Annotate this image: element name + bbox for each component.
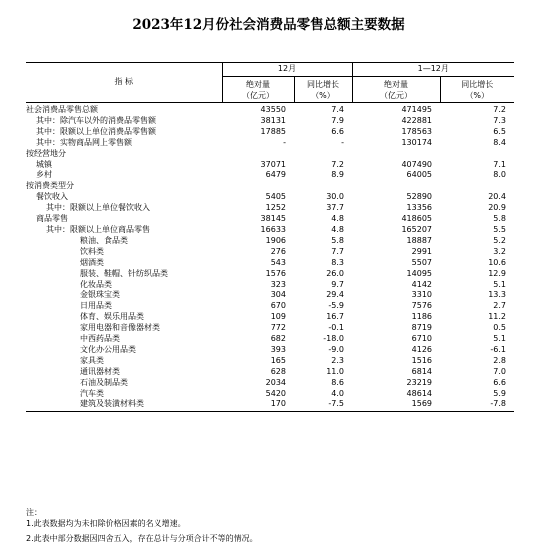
row-label: 金银珠宝类 bbox=[80, 290, 120, 300]
ytd-abs-value: 8719 bbox=[411, 323, 432, 333]
ytd-abs-value: 23219 bbox=[406, 377, 432, 387]
table-row bbox=[26, 181, 514, 192]
table-row bbox=[26, 345, 514, 356]
month-yoy-value: 8.9 bbox=[331, 170, 344, 180]
ytd-abs-value bbox=[352, 181, 440, 192]
yoy-label: 同比增长 bbox=[461, 79, 494, 89]
row-label: 商品零售 bbox=[36, 214, 68, 224]
table-row bbox=[26, 170, 514, 181]
row-label: 社会消费品零售总额 bbox=[26, 105, 98, 114]
ytd-abs-value: 165207 bbox=[401, 224, 432, 234]
ytd-yoy-value bbox=[440, 181, 514, 192]
row-label: 按消费类型分 bbox=[26, 181, 74, 191]
ytd-group-header: 1—12月 bbox=[352, 63, 514, 77]
row-label: 服装、鞋帽、针纺织品类 bbox=[80, 268, 168, 278]
ytd-abs-value: 48614 bbox=[406, 388, 432, 398]
month-abs-value: 393 bbox=[270, 344, 286, 354]
month-yoy-value: 2.3 bbox=[331, 355, 344, 365]
ytd-abs-value: 422881 bbox=[401, 115, 432, 125]
month-abs-value: 772 bbox=[270, 323, 286, 333]
ytd-abs-value: 418605 bbox=[401, 214, 432, 224]
ytd-abs-value: 5507 bbox=[411, 257, 432, 267]
table-row bbox=[26, 269, 514, 280]
month-abs-value: 1252 bbox=[265, 203, 286, 213]
month-abs-value: 109 bbox=[270, 312, 286, 322]
table-row bbox=[26, 280, 514, 291]
ytd-yoy-value: 7.3 bbox=[493, 115, 506, 125]
ytd-yoy-value: 10.6 bbox=[488, 257, 506, 267]
ytd-abs-value: 471495 bbox=[401, 105, 432, 114]
table-row bbox=[26, 389, 514, 400]
row-label: 其中：限额以上单位商品零售 bbox=[46, 224, 150, 234]
table-row bbox=[26, 258, 514, 269]
ytd-yoy-value: 3.2 bbox=[493, 246, 506, 256]
ytd-abs-value: 1569 bbox=[352, 399, 440, 411]
yoy-label: 同比增长 bbox=[307, 79, 339, 89]
month-yoy-value: 7.4 bbox=[331, 105, 344, 114]
table-row bbox=[26, 149, 514, 160]
ytd-yoy-value: 5.1 bbox=[493, 279, 506, 289]
ytd-yoy-value: 5.8 bbox=[493, 214, 506, 224]
row-label: 烟酒类 bbox=[80, 257, 104, 267]
month-yoy-value: 4.8 bbox=[331, 224, 344, 234]
month-yoy-value: 11.0 bbox=[326, 366, 344, 376]
month-abs-value: 304 bbox=[270, 290, 286, 300]
table-row bbox=[26, 138, 514, 149]
month-yoy-value: 8.3 bbox=[331, 257, 344, 267]
month-yoy-value: 30.0 bbox=[326, 192, 344, 202]
ytd-abs-value: 64005 bbox=[406, 170, 432, 180]
month-abs-value: 2034 bbox=[265, 377, 286, 387]
row-label: 其中：实物商品网上零售额 bbox=[36, 137, 132, 147]
month-yoy-value: 9.7 bbox=[331, 279, 344, 289]
month-yoy-header bbox=[294, 77, 352, 103]
ytd-yoy-value: 5.1 bbox=[493, 334, 506, 344]
table-row bbox=[26, 356, 514, 367]
ytd-yoy-value: 6.5 bbox=[493, 126, 506, 136]
table-row bbox=[26, 323, 514, 334]
ytd-abs-header bbox=[352, 77, 440, 103]
month-abs-value: 1576 bbox=[265, 268, 286, 278]
month-yoy-value: 8.6 bbox=[331, 377, 344, 387]
ytd-abs-value: 178563 bbox=[401, 126, 432, 136]
abs-label: 绝对量 bbox=[384, 79, 408, 89]
month-yoy-value: - bbox=[341, 137, 344, 147]
month-abs-value: 5420 bbox=[265, 388, 286, 398]
month-abs-value: 5405 bbox=[265, 192, 286, 202]
ytd-yoy-value: 20.4 bbox=[488, 192, 506, 202]
table-row bbox=[26, 116, 514, 127]
note-1: 1.此表数据均为未扣除价格因素的名义增速。 bbox=[26, 518, 186, 528]
table-row bbox=[26, 203, 514, 214]
indicator-header: 指 标 bbox=[26, 63, 222, 103]
month-abs-value: 628 bbox=[270, 366, 286, 376]
page-title: 2023年12月份社会消费品零售总额主要数据 bbox=[132, 17, 405, 33]
note-2: 2.此表中部分数据因四舍五入，存在总计与分项合计不等的情况。 bbox=[26, 534, 258, 543]
month-abs-value: 323 bbox=[270, 279, 286, 289]
table-row bbox=[26, 334, 514, 345]
retail-sales-table bbox=[26, 62, 514, 412]
row-label: 饮料类 bbox=[80, 246, 104, 256]
month-abs-value: 670 bbox=[270, 301, 286, 311]
ytd-abs-value: 1516 bbox=[411, 355, 432, 365]
ytd-abs-value: 4126 bbox=[411, 344, 432, 354]
ytd-yoy-value: 7.1 bbox=[493, 159, 506, 169]
footnotes bbox=[26, 505, 258, 547]
abs-label: 绝对量 bbox=[246, 79, 270, 89]
month-yoy-value: 4.8 bbox=[331, 214, 344, 224]
abs-unit: （亿元） bbox=[380, 90, 412, 100]
month-abs-value: 170 bbox=[222, 399, 294, 411]
ytd-abs-value: 6814 bbox=[411, 366, 432, 376]
month-yoy-value: 26.0 bbox=[326, 268, 344, 278]
month-yoy-value: 7.7 bbox=[331, 246, 344, 256]
month-abs-value: 38145 bbox=[260, 214, 286, 224]
month-abs-value: 682 bbox=[270, 334, 286, 344]
month-yoy-value: 4.0 bbox=[331, 388, 344, 398]
ytd-yoy-value: 8.4 bbox=[493, 137, 506, 147]
row-label: 汽车类 bbox=[80, 388, 104, 398]
table-row bbox=[26, 127, 514, 138]
ytd-yoy-value: 2.8 bbox=[493, 355, 506, 365]
month-yoy-value: -18.0 bbox=[323, 334, 344, 344]
table-row bbox=[26, 301, 514, 312]
month-yoy-value bbox=[294, 149, 352, 160]
table-row bbox=[26, 236, 514, 247]
table-row bbox=[26, 312, 514, 323]
ytd-yoy-value: 6.6 bbox=[493, 377, 506, 387]
row-label: 粮油、食品类 bbox=[80, 235, 128, 245]
ytd-yoy-value bbox=[440, 149, 514, 160]
ytd-abs-value: 2991 bbox=[411, 246, 432, 256]
row-label: 乡村 bbox=[36, 170, 52, 180]
table-row bbox=[26, 367, 514, 378]
month-yoy-value: -7.5 bbox=[294, 399, 352, 411]
month-abs-value bbox=[222, 181, 294, 192]
month-abs-header bbox=[222, 77, 294, 103]
month-yoy-value: 5.8 bbox=[331, 235, 344, 245]
ytd-yoy-value: 7.0 bbox=[493, 366, 506, 376]
row-label: 其中：除汽车以外的消费品零售额 bbox=[36, 115, 156, 125]
month-abs-value: 17885 bbox=[260, 126, 286, 136]
row-label: 通讯器材类 bbox=[80, 366, 120, 376]
table-row bbox=[26, 192, 514, 203]
month-yoy-value: -5.9 bbox=[328, 301, 344, 311]
row-label: 石油及制品类 bbox=[80, 377, 128, 387]
ytd-yoy-value: 8.0 bbox=[493, 170, 506, 180]
month-yoy-value: -9.0 bbox=[328, 344, 344, 354]
month-abs-value: - bbox=[283, 137, 286, 147]
row-label: 体育、娱乐用品类 bbox=[80, 312, 144, 322]
month-abs-value: 37071 bbox=[260, 159, 286, 169]
table-row bbox=[26, 214, 514, 225]
ytd-yoy-value: 0.5 bbox=[493, 323, 506, 333]
ytd-yoy-value: 5.2 bbox=[493, 235, 506, 245]
month-yoy-value: 16.7 bbox=[326, 312, 344, 322]
ytd-yoy-value: 12.9 bbox=[488, 268, 506, 278]
ytd-abs-value: 52890 bbox=[406, 192, 432, 202]
ytd-yoy-value: 5.5 bbox=[493, 224, 506, 234]
month-yoy-value: -0.1 bbox=[328, 323, 344, 333]
row-label: 日用品类 bbox=[80, 301, 112, 311]
row-label: 化妆品类 bbox=[80, 279, 112, 289]
yoy-unit: （%） bbox=[465, 90, 490, 100]
row-label: 中西药品类 bbox=[80, 334, 120, 344]
table-row bbox=[26, 378, 514, 389]
row-label: 建筑及装潢材料类 bbox=[26, 399, 222, 411]
table-body bbox=[26, 103, 514, 412]
table-row bbox=[26, 160, 514, 171]
ytd-abs-value: 14095 bbox=[406, 268, 432, 278]
ytd-abs-value: 1186 bbox=[411, 312, 432, 322]
month-group-header: 12月 bbox=[222, 63, 352, 77]
ytd-abs-value: 7576 bbox=[411, 301, 432, 311]
ytd-yoy-value: 5.9 bbox=[493, 388, 506, 398]
row-label: 家用电器和音像器材类 bbox=[80, 323, 160, 333]
ytd-abs-value: 130174 bbox=[401, 137, 432, 147]
month-abs-value: 165 bbox=[270, 355, 286, 365]
ytd-yoy-value: 13.3 bbox=[488, 290, 506, 300]
month-yoy-value: 37.7 bbox=[326, 203, 344, 213]
ytd-abs-value: 3310 bbox=[411, 290, 432, 300]
ytd-yoy-value: 11.2 bbox=[488, 312, 506, 322]
ytd-abs-value: 407490 bbox=[401, 159, 432, 169]
month-abs-value: 38131 bbox=[260, 115, 286, 125]
row-label: 城镇 bbox=[36, 159, 52, 169]
ytd-yoy-value: 7.2 bbox=[493, 105, 506, 114]
month-yoy-value bbox=[294, 181, 352, 192]
month-abs-value: 16633 bbox=[260, 224, 286, 234]
month-yoy-value: 7.9 bbox=[331, 115, 344, 125]
month-yoy-value: 7.2 bbox=[331, 159, 344, 169]
table-row bbox=[26, 290, 514, 301]
row-label: 餐饮收入 bbox=[36, 192, 68, 202]
abs-unit: （亿元） bbox=[242, 90, 274, 100]
month-abs-value: 543 bbox=[270, 257, 286, 267]
ytd-abs-value: 6710 bbox=[411, 334, 432, 344]
note-heading: 注： bbox=[26, 508, 42, 517]
table-row bbox=[26, 247, 514, 258]
month-yoy-value: 6.6 bbox=[331, 126, 344, 136]
ytd-abs-value: 18887 bbox=[406, 235, 432, 245]
month-abs-value: 276 bbox=[270, 246, 286, 256]
ytd-yoy-header bbox=[440, 77, 514, 103]
ytd-yoy-value: -6.1 bbox=[490, 344, 506, 354]
row-label: 家具类 bbox=[80, 355, 104, 365]
ytd-yoy-value: 2.7 bbox=[493, 301, 506, 311]
table-row bbox=[26, 225, 514, 236]
month-abs-value: 43550 bbox=[260, 105, 286, 114]
row-label: 其中：限额以上单位餐饮收入 bbox=[46, 203, 150, 213]
ytd-abs-value: 13356 bbox=[406, 203, 432, 213]
row-label: 文化办公用品类 bbox=[80, 344, 136, 354]
row-label: 按经营地分 bbox=[26, 148, 66, 158]
month-yoy-value: 29.4 bbox=[326, 290, 344, 300]
yoy-unit: （%） bbox=[311, 90, 335, 100]
month-abs-value: 6479 bbox=[265, 170, 286, 180]
table-row bbox=[26, 103, 514, 116]
ytd-yoy-value: -7.8 bbox=[440, 399, 514, 411]
row-label: 其中：限额以上单位消费品零售额 bbox=[36, 126, 156, 136]
ytd-yoy-value: 20.9 bbox=[488, 203, 506, 213]
month-abs-value: 1906 bbox=[265, 235, 286, 245]
ytd-abs-value bbox=[352, 149, 440, 160]
ytd-abs-value: 4142 bbox=[411, 279, 432, 289]
table-row bbox=[26, 399, 514, 411]
month-abs-value bbox=[222, 149, 294, 160]
